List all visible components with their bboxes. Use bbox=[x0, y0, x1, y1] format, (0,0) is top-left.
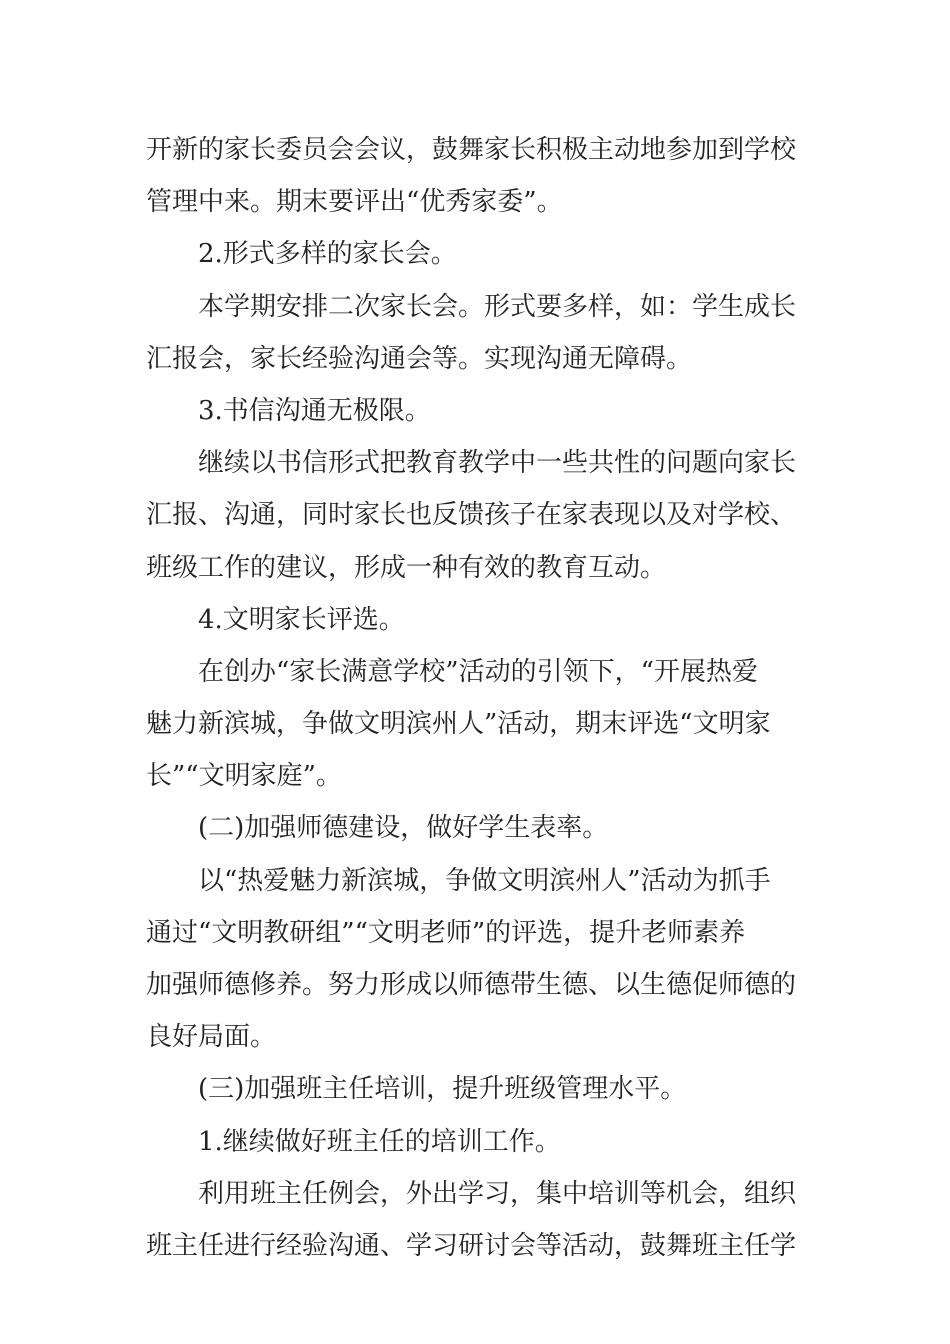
text-line: 加强师德修养。努力形成以师德带生德、以生德促师德的 bbox=[146, 970, 797, 1000]
text-line: 以“热爱魅力新滨城，争做文明滨州人”活动为抓手 bbox=[198, 865, 771, 896]
text-line: 长”“文明家庭”。 bbox=[146, 761, 342, 792]
text-line: 班级工作的建议，形成一种有效的教育互动。 bbox=[146, 552, 667, 583]
text-line: 汇报、沟通，同时家长也反馈孩子在家表现以及对学校、 bbox=[146, 500, 797, 531]
text-line: (二)加强师德建设，做好学生表率。 bbox=[198, 813, 609, 844]
text-line: 通过“文明教研组”“文明老师”的评选，提升老师素养 bbox=[146, 917, 746, 948]
text-line: 3.书信沟通无极限。 bbox=[198, 395, 431, 426]
text-line: 4.文明家长评选。 bbox=[198, 604, 405, 635]
text-line: 班主任进行经验沟通、学习研讨会等活动，鼓舞班主任学 bbox=[146, 1230, 797, 1261]
text-line: 开新的家长委员会会议，鼓舞家长积极主动地参加到学校 bbox=[146, 135, 797, 165]
text-line: 管理中来。期末要评出“优秀家委”。 bbox=[146, 187, 563, 218]
text-line: 魅力新滨城，争做文明滨州人”活动，期末评选“文明家 bbox=[146, 709, 771, 740]
document-body bbox=[146, 124, 810, 1272]
text-line: 良好局面。 bbox=[146, 1022, 277, 1053]
text-line: (三)加强班主任培训，提升班级管理水平。 bbox=[198, 1074, 687, 1105]
text-line: 1.继续做好班主任的培训工作。 bbox=[198, 1126, 561, 1157]
text-line: 2.形式多样的家长会。 bbox=[198, 239, 457, 270]
text-line: 继续以书信形式把教育教学中一些共性的问题向家长 bbox=[198, 448, 797, 479]
text-line: 本学期安排二次家长会。形式要多样，如：学生成长 bbox=[198, 291, 797, 322]
text-line: 汇报会，家长经验沟通会等。实现沟通无障碍。 bbox=[146, 343, 693, 374]
text-line: 利用班主任例会，外出学习，集中培训等机会，组织 bbox=[198, 1178, 797, 1209]
text-line: 在创办“家长满意学校”活动的引领下，“开展热爱 bbox=[198, 656, 758, 687]
